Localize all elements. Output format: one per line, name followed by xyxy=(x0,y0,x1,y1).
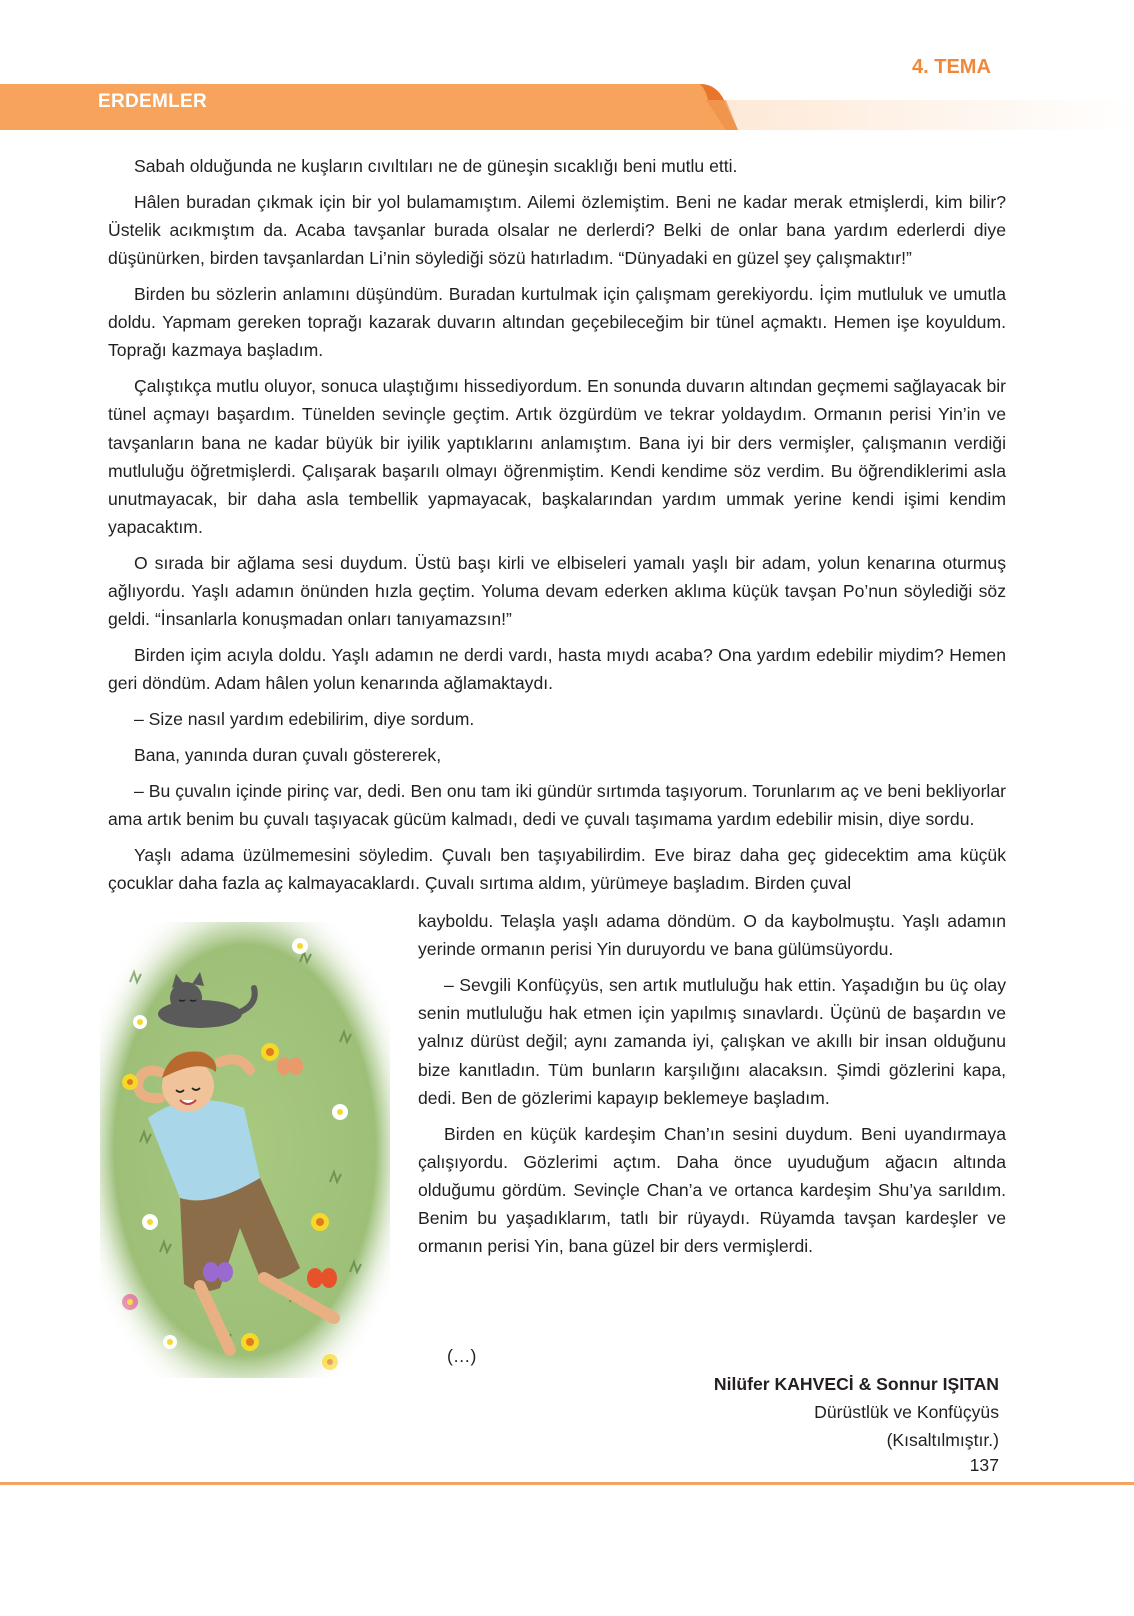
paragraph: Bana, yanında duran çuvalı göstererek, xyxy=(134,745,442,766)
credits xyxy=(714,1370,999,1454)
paragraph: – Sevgili Konfüçyüs, sen artık mutluluğu hak ettin. Yaşadığın bu üç olay senin mutluluğu hak etmen için yapılmış sınavlardı. Üçünü de başardın ve yalnız dürüst değil; aynı zamanda iyi, çalışkan ve akıllı bir insan olduğunu bize kanıtladın. Tüm bunların karşılığını alacaksın. Şimdi gözlerini kapa, dedi. Ben de gözlerimi kapayıp beklemeye başladım. xyxy=(418,975,1006,1108)
story-text-full-width xyxy=(108,152,1006,905)
book-title: Dürüstlük ve Konfüçyüs xyxy=(814,1402,999,1422)
paragraph: – Size nasıl yardım edebilirim, diye sordum. xyxy=(134,709,475,730)
paragraph: Birden bu sözlerin anlamını düşündüm. Buradan kurtulmak için çalışmam gerekiyordu. İçim mutluluk ve umutla doldu. Yapmam gereken toprağı kazarak duvarın altından geçebileceğim bir tünel açmaktı. Hemen işe koyuldum. Toprağı kazmaya başladım. xyxy=(108,284,1006,361)
ellipsis: (…) xyxy=(447,1346,477,1366)
boy-lying-in-meadow-illustration xyxy=(100,922,390,1378)
paragraph: Birden içim acıyla doldu. Yaşlı adamın ne derdi vardı, hasta mıydı acaba? Ona yardım edebilir miydim? Hemen geri döndüm. Adam hâlen yolun kenarında ağlamaktaydı. xyxy=(108,645,1006,694)
paragraph: – Bu çuvalın içinde pirinç var, dedi. Ben onu tam iki gündür sırtımda taşıyorum. Torunlarım aç ve beni bekliyorlar ama artık benim bu çuvalı taşıyacak gücüm kalmadı, dedi ve çuvalı taşımama yardım edebilir misin, diye sordu. xyxy=(108,780,1006,830)
paragraph: Yaşlı adama üzülmemesini söyledim. Çuvalı ben taşıyabilirdim. Eve biraz daha geç gidecektim ama küçük çocuklar daha fazla aç kalmayacaklardı. Çuvalı sırtıma aldım, yürümeye başladım. Birden çuval xyxy=(108,844,1006,894)
paragraph: Sabah olduğunda ne kuşların cıvıltıları ne de güneşin sıcaklığı beni mutlu etti. xyxy=(134,156,738,176)
theme-label: 4. TEMA xyxy=(912,56,991,78)
paragraph: O sırada bir ağlama sesi duydum. Üstü başı kirli ve elbiseleri yamalı yaşlı bir adam, yolun kenarına oturmuş ağlıyordu. Yaşlı adamın önünden hızla geçtim. Yoluma devam ederken aklıma küçük tavşan Po’nun söylediği söz geldi. “İnsanlarla konuşmadan onları tanıyamazsın!” xyxy=(108,553,1006,630)
footer-rule xyxy=(0,1482,1134,1485)
paragraph: kayboldu. Telaşla yaşlı adama döndüm. O da kaybolmuştu. Yaşlı adamın yerinde ormanın perisi Yin duruyordu ve bana gülümsüyordu. xyxy=(418,911,1006,960)
author-names: Nilüfer KAHVECİ & Sonnur IŞITAN xyxy=(713,1374,999,1394)
paragraph: Birden en küçük kardeşim Chan’ın sesini duydum. Beni uyandırmaya çalışıyordu. Gözlerimi açtım. Daha önce uyuduğum ağacın altında olduğumu gördüm. Sevinçle Chan’a ve ortanca kardeşim Shu’ya sarıldım. Benim bu yaşadıklarım, tatlı bir rüyaydı. Rüyamda tavşan kardeşler ve ormanın perisi Yin, bana güzel bir ders vermişlerdi. xyxy=(418,1123,1006,1257)
page-number: 137 xyxy=(969,1455,999,1475)
story-text-right-column xyxy=(418,907,1006,1268)
paragraph: Çalıştıkça mutlu oluyor, sonuca ulaştığımı hissediyordum. En sonunda duvarın altından geçmemi sağlayacak bir tünel açmayı başardım. Tünelden sevinçle geçtim. Artık özgürdüm ve tekrar yoldaydım. Ormanın perisi Yin’in ve tavşanların bana ne kadar büyük bir iyilik yaptıklarını anlamıştım. Bana iyi bir ders vermişler, çalışmanın verdiği mutluluğu öğretmişlerdi. Çalışarak başarılı olmayı öğrenmiştim. Kendi kendime söz verdim. Bu öğrendiklerimi asla unutmayacak, bir daha asla tembellik yapmayacak, başkalarından yardım ummak yerine kendi işimi kendim yapacaktım. xyxy=(108,376,1006,538)
section-title: ERDEMLER xyxy=(98,91,208,112)
abridged-note: (Kısaltılmıştır.) xyxy=(886,1430,999,1450)
paragraph: Hâlen buradan çıkmak için bir yol bulamamıştım. Ailemi özlemiştim. Beni ne kadar merak etmişlerdi, kim bilir? Üstelik acıkmıştım da. Acaba tavşanlar burada olsalar ne derlerdi? Belki de onlar bana yardım ederlerdi diye düşünürken, birden tavşanlardan Li’nin söylediği sözü hatırladım. “Dünyadaki en güzel şey çalışmaktır!” xyxy=(108,191,1006,269)
